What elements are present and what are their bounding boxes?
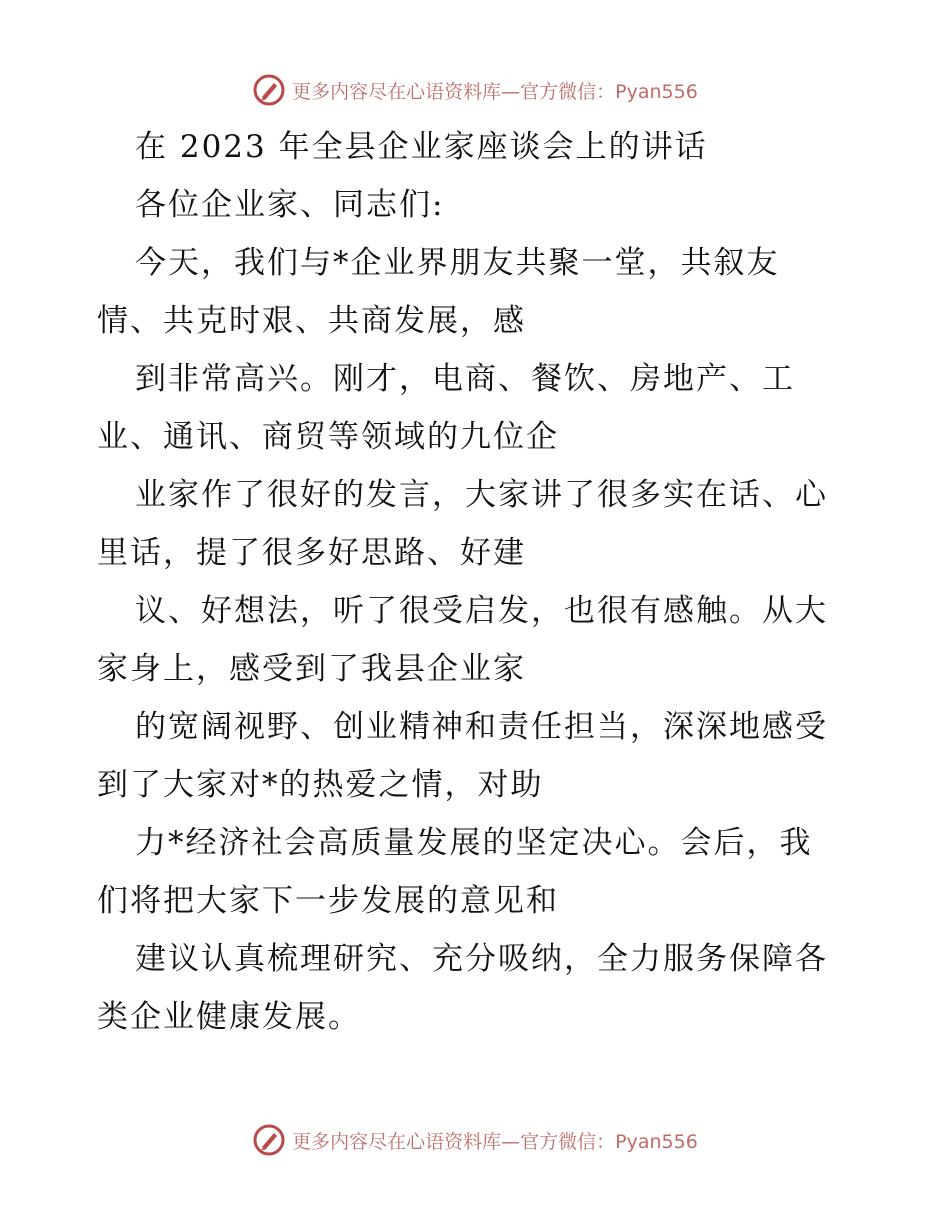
pen-logo-icon: [252, 1123, 286, 1157]
watermark-text: 更多内容尽在心语资料库—官方微信：Pyan556: [292, 1130, 698, 1153]
text-line: 议、好想法，听了很受启发，也很有感触。从大: [135, 593, 828, 629]
text-line: 到非常高兴。刚才，电商、餐饮、房地产、工: [135, 361, 795, 397]
text-line: 里话，提了很多好思路、好建: [97, 535, 526, 571]
text-line: 业、通讯、商贸等领域的九位企: [97, 419, 559, 455]
text-line: 家身上，感受到了我县企业家: [97, 651, 526, 687]
text-line: 情、共克时艰、共商发展，感: [97, 303, 526, 339]
header-watermark: [0, 70, 950, 110]
text-line: 今天，我们与*企业界朋友共聚一堂，共叙友: [135, 245, 780, 281]
document-body: [97, 118, 857, 1046]
text-line: 到了大家对*的热爱之情，对助: [97, 767, 544, 803]
text-line: 类企业健康发展。: [97, 999, 361, 1035]
text-line: 力*经济社会高质量发展的坚定决心。会后，我: [135, 825, 813, 861]
text-line: 们将把大家下一步发展的意见和: [97, 883, 559, 919]
text-line: 的宽阔视野、创业精神和责任担当，深深地感受: [135, 709, 828, 745]
pen-logo-icon: [252, 73, 286, 107]
text-line: 业家作了很好的发言，大家讲了很多实在话、心: [135, 477, 828, 513]
footer-watermark: [0, 1120, 950, 1160]
document-title: 在 2023 年全县企业家座谈会上的讲话: [135, 129, 708, 165]
watermark-text: 更多内容尽在心语资料库—官方微信：Pyan556: [292, 80, 698, 103]
text-line: 各位企业家、同志们:: [135, 187, 445, 223]
text-line: 建议认真梳理研究、充分吸纳，全力服务保障各: [135, 941, 828, 977]
